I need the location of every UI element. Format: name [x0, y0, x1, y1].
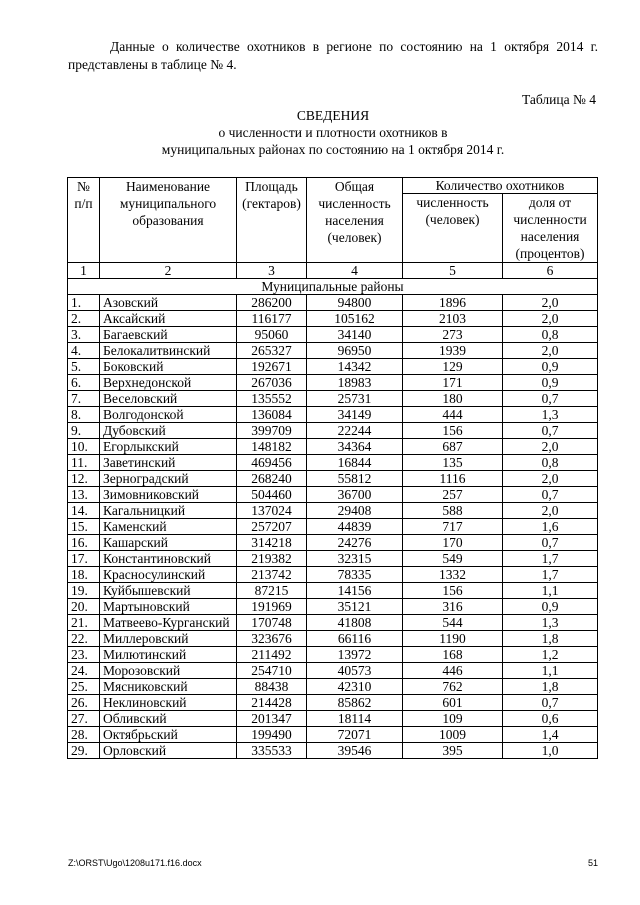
- header-hunters-count: численность (человек): [403, 194, 503, 263]
- district-name: Матвеево-Курганский: [100, 615, 237, 631]
- area-value: 219382: [237, 551, 307, 567]
- heading-subtitle-1: о численности и плотности охотников в: [218, 125, 448, 140]
- hunters-share-value: 2,0: [503, 343, 598, 359]
- row-number: 26.: [68, 695, 100, 711]
- hunters-count-value: 2103: [403, 311, 503, 327]
- hunters-count-value: 156: [403, 423, 503, 439]
- table-row: [68, 567, 598, 583]
- district-name: Волгодонской: [100, 407, 237, 423]
- column-number: 6: [503, 263, 598, 279]
- district-name: Неклиновский: [100, 695, 237, 711]
- district-name: Мартыновский: [100, 599, 237, 615]
- population-value: 94800: [307, 295, 403, 311]
- hunters-count-value: 446: [403, 663, 503, 679]
- table-row: [68, 615, 598, 631]
- district-name: Милютинский: [100, 647, 237, 663]
- area-value: 213742: [237, 567, 307, 583]
- area-value: 192671: [237, 359, 307, 375]
- hunters-count-value: 588: [403, 503, 503, 519]
- intro-text: Данные о количестве охотников в регионе по состоянию на 1 октября 2014 г. представлены в таблице № 4.: [68, 39, 598, 72]
- section-label: Муниципальные районы: [68, 279, 598, 295]
- table-number: Таблица № 4: [522, 92, 596, 107]
- area-value: 335533: [237, 743, 307, 759]
- population-value: 105162: [307, 311, 403, 327]
- population-value: 22244: [307, 423, 403, 439]
- header-name: Наименование муниципального образования: [100, 178, 237, 263]
- hunters-share-value: 2,0: [503, 311, 598, 327]
- population-value: 16844: [307, 455, 403, 471]
- area-value: 254710: [237, 663, 307, 679]
- population-value: 85862: [307, 695, 403, 711]
- area-value: 257207: [237, 519, 307, 535]
- district-name: Багаевский: [100, 327, 237, 343]
- hunters-table: [67, 177, 598, 759]
- population-value: 78335: [307, 567, 403, 583]
- population-value: 13972: [307, 647, 403, 663]
- population-value: 39546: [307, 743, 403, 759]
- population-value: 36700: [307, 487, 403, 503]
- row-number: 24.: [68, 663, 100, 679]
- population-value: 24276: [307, 535, 403, 551]
- table-row: [68, 695, 598, 711]
- row-number: 6.: [68, 375, 100, 391]
- district-name: Зимовниковский: [100, 487, 237, 503]
- row-number: 10.: [68, 439, 100, 455]
- row-number: 28.: [68, 727, 100, 743]
- hunters-share-value: 1,7: [503, 567, 598, 583]
- row-number: 8.: [68, 407, 100, 423]
- area-value: 201347: [237, 711, 307, 727]
- header-hunters-group: Количество охотников: [403, 178, 598, 194]
- hunters-share-value: 1,3: [503, 615, 598, 631]
- table-row: [68, 647, 598, 663]
- district-name: Егорлыкский: [100, 439, 237, 455]
- hunters-share-value: 0,6: [503, 711, 598, 727]
- area-value: 211492: [237, 647, 307, 663]
- column-number-row: [68, 263, 598, 279]
- row-number: 5.: [68, 359, 100, 375]
- hunters-share-value: 0,7: [503, 423, 598, 439]
- hunters-count-value: 257: [403, 487, 503, 503]
- hunters-share-value: 0,9: [503, 599, 598, 615]
- district-name: Кагальницкий: [100, 503, 237, 519]
- area-value: 214428: [237, 695, 307, 711]
- district-name: Дубовский: [100, 423, 237, 439]
- hunters-count-value: 1939: [403, 343, 503, 359]
- district-name: Каменский: [100, 519, 237, 535]
- district-name: Морозовский: [100, 663, 237, 679]
- population-value: 29408: [307, 503, 403, 519]
- hunters-share-value: 0,8: [503, 327, 598, 343]
- hunters-count-value: 601: [403, 695, 503, 711]
- hunters-share-value: 0,7: [503, 695, 598, 711]
- hunters-count-value: 168: [403, 647, 503, 663]
- row-number: 3.: [68, 327, 100, 343]
- row-number: 27.: [68, 711, 100, 727]
- table-row: [68, 471, 598, 487]
- footer-file-path: Z:\ORST\Ugo\1208u171.f16.docx: [68, 858, 202, 868]
- hunters-count-value: 129: [403, 359, 503, 375]
- hunters-count-value: 273: [403, 327, 503, 343]
- hunters-share-value: 2,0: [503, 471, 598, 487]
- area-value: 199490: [237, 727, 307, 743]
- row-number: 12.: [68, 471, 100, 487]
- district-name: Орловский: [100, 743, 237, 759]
- population-value: 32315: [307, 551, 403, 567]
- population-value: 18114: [307, 711, 403, 727]
- population-value: 40573: [307, 663, 403, 679]
- hunters-count-value: 171: [403, 375, 503, 391]
- hunters-share-value: 1,1: [503, 583, 598, 599]
- row-number: 29.: [68, 743, 100, 759]
- row-number: 15.: [68, 519, 100, 535]
- area-value: 116177: [237, 311, 307, 327]
- hunters-count-value: 109: [403, 711, 503, 727]
- hunters-share-value: 1,3: [503, 407, 598, 423]
- population-value: 42310: [307, 679, 403, 695]
- area-value: 170748: [237, 615, 307, 631]
- area-value: 469456: [237, 455, 307, 471]
- section-row: [68, 279, 598, 295]
- district-name: Мясниковский: [100, 679, 237, 695]
- header-population: Общая численность населения (человек): [307, 178, 403, 263]
- hunters-share-value: 0,7: [503, 391, 598, 407]
- row-number: 13.: [68, 487, 100, 503]
- hunters-count-value: 444: [403, 407, 503, 423]
- area-value: 87215: [237, 583, 307, 599]
- table-row: [68, 407, 598, 423]
- area-value: 135552: [237, 391, 307, 407]
- area-value: 88438: [237, 679, 307, 695]
- hunters-share-value: 1,7: [503, 551, 598, 567]
- hunters-count-value: 395: [403, 743, 503, 759]
- hunters-count-value: 180: [403, 391, 503, 407]
- district-name: Белокалитвинский: [100, 343, 237, 359]
- district-name: Верхнедонской: [100, 375, 237, 391]
- population-value: 34140: [307, 327, 403, 343]
- table-row: [68, 391, 598, 407]
- district-name: Красносулинский: [100, 567, 237, 583]
- population-value: 34149: [307, 407, 403, 423]
- hunters-share-value: 1,4: [503, 727, 598, 743]
- area-value: 265327: [237, 343, 307, 359]
- area-value: 399709: [237, 423, 307, 439]
- table-row: [68, 631, 598, 647]
- row-number: 25.: [68, 679, 100, 695]
- row-number: 4.: [68, 343, 100, 359]
- heading-title: СВЕДЕНИЯ: [296, 108, 370, 123]
- header-num: № п/п: [68, 178, 100, 263]
- area-value: 323676: [237, 631, 307, 647]
- population-value: 34364: [307, 439, 403, 455]
- district-name: Куйбышевский: [100, 583, 237, 599]
- table-row: [68, 711, 598, 727]
- table-row: [68, 375, 598, 391]
- hunters-share-value: 0,7: [503, 535, 598, 551]
- column-number: 1: [68, 263, 100, 279]
- heading-subtitle-2: муниципальных районах по состоянию на 1 октября 2014 г.: [161, 142, 505, 157]
- table-row: [68, 583, 598, 599]
- hunters-share-value: 1,1: [503, 663, 598, 679]
- district-name: Октябрьский: [100, 727, 237, 743]
- population-value: 96950: [307, 343, 403, 359]
- hunters-share-value: 1,6: [503, 519, 598, 535]
- table-row: [68, 359, 598, 375]
- population-value: 35121: [307, 599, 403, 615]
- population-value: 18983: [307, 375, 403, 391]
- area-value: 267036: [237, 375, 307, 391]
- district-name: Азовский: [100, 295, 237, 311]
- row-number: 9.: [68, 423, 100, 439]
- hunters-share-value: 2,0: [503, 439, 598, 455]
- area-value: 504460: [237, 487, 307, 503]
- row-number: 23.: [68, 647, 100, 663]
- hunters-share-value: 0,8: [503, 455, 598, 471]
- area-value: 268240: [237, 471, 307, 487]
- header-row: [68, 178, 598, 194]
- table-heading: [68, 107, 598, 158]
- district-name: Зерноградский: [100, 471, 237, 487]
- population-value: 41808: [307, 615, 403, 631]
- row-number: 21.: [68, 615, 100, 631]
- column-number: 3: [237, 263, 307, 279]
- row-number: 22.: [68, 631, 100, 647]
- hunters-count-value: 1332: [403, 567, 503, 583]
- population-value: 25731: [307, 391, 403, 407]
- area-value: 136084: [237, 407, 307, 423]
- hunters-count-value: 170: [403, 535, 503, 551]
- row-number: 11.: [68, 455, 100, 471]
- population-value: 14156: [307, 583, 403, 599]
- table-row: [68, 455, 598, 471]
- table-row: [68, 487, 598, 503]
- area-value: 286200: [237, 295, 307, 311]
- hunters-count-value: 544: [403, 615, 503, 631]
- row-number: 18.: [68, 567, 100, 583]
- hunters-count-value: 156: [403, 583, 503, 599]
- hunters-count-value: 717: [403, 519, 503, 535]
- table-row: [68, 423, 598, 439]
- district-name: Заветинский: [100, 455, 237, 471]
- hunters-share-value: 1,8: [503, 631, 598, 647]
- area-value: 148182: [237, 439, 307, 455]
- hunters-share-value: 2,0: [503, 295, 598, 311]
- row-number: 2.: [68, 311, 100, 327]
- column-number: 2: [100, 263, 237, 279]
- area-value: 137024: [237, 503, 307, 519]
- row-number: 17.: [68, 551, 100, 567]
- table-row: [68, 663, 598, 679]
- table-row: [68, 679, 598, 695]
- header-area: Площадь (гектаров): [237, 178, 307, 263]
- row-number: 7.: [68, 391, 100, 407]
- population-value: 44839: [307, 519, 403, 535]
- hunters-count-value: 549: [403, 551, 503, 567]
- table-row: [68, 535, 598, 551]
- row-number: 1.: [68, 295, 100, 311]
- district-name: Боковский: [100, 359, 237, 375]
- hunters-share-value: 1,8: [503, 679, 598, 695]
- hunters-count-value: 316: [403, 599, 503, 615]
- table-row: [68, 743, 598, 759]
- row-number: 14.: [68, 503, 100, 519]
- column-number: 5: [403, 263, 503, 279]
- hunters-count-value: 1009: [403, 727, 503, 743]
- table-row: [68, 311, 598, 327]
- district-name: Константиновский: [100, 551, 237, 567]
- row-number: 16.: [68, 535, 100, 551]
- population-value: 72071: [307, 727, 403, 743]
- intro-paragraph: [68, 38, 598, 74]
- hunters-count-value: 687: [403, 439, 503, 455]
- hunters-share-value: 0,9: [503, 359, 598, 375]
- table-row: [68, 343, 598, 359]
- hunters-share-value: 0,7: [503, 487, 598, 503]
- hunters-count-value: 1190: [403, 631, 503, 647]
- hunters-share-value: 1,0: [503, 743, 598, 759]
- table-row: [68, 519, 598, 535]
- table-row: [68, 439, 598, 455]
- district-name: Обливский: [100, 711, 237, 727]
- table-row: [68, 727, 598, 743]
- hunters-share-value: 0,9: [503, 375, 598, 391]
- population-value: 14342: [307, 359, 403, 375]
- hunters-count-value: 1116: [403, 471, 503, 487]
- district-name: Миллеровский: [100, 631, 237, 647]
- row-number: 19.: [68, 583, 100, 599]
- footer-page-number: 51: [587, 858, 598, 868]
- table-row: [68, 327, 598, 343]
- hunters-count-value: 135: [403, 455, 503, 471]
- hunters-count-value: 762: [403, 679, 503, 695]
- area-value: 314218: [237, 535, 307, 551]
- population-value: 55812: [307, 471, 403, 487]
- row-number: 20.: [68, 599, 100, 615]
- table-row: [68, 599, 598, 615]
- hunters-share-value: 1,2: [503, 647, 598, 663]
- district-name: Кашарский: [100, 535, 237, 551]
- area-value: 95060: [237, 327, 307, 343]
- population-value: 66116: [307, 631, 403, 647]
- column-number: 4: [307, 263, 403, 279]
- table-row: [68, 295, 598, 311]
- hunters-count-value: 1896: [403, 295, 503, 311]
- hunters-share-value: 2,0: [503, 503, 598, 519]
- header-hunters-share: доля от численности населения (процентов): [503, 194, 598, 263]
- district-name: Аксайский: [100, 311, 237, 327]
- district-name: Веселовский: [100, 391, 237, 407]
- table-row: [68, 551, 598, 567]
- area-value: 191969: [237, 599, 307, 615]
- table-row: [68, 503, 598, 519]
